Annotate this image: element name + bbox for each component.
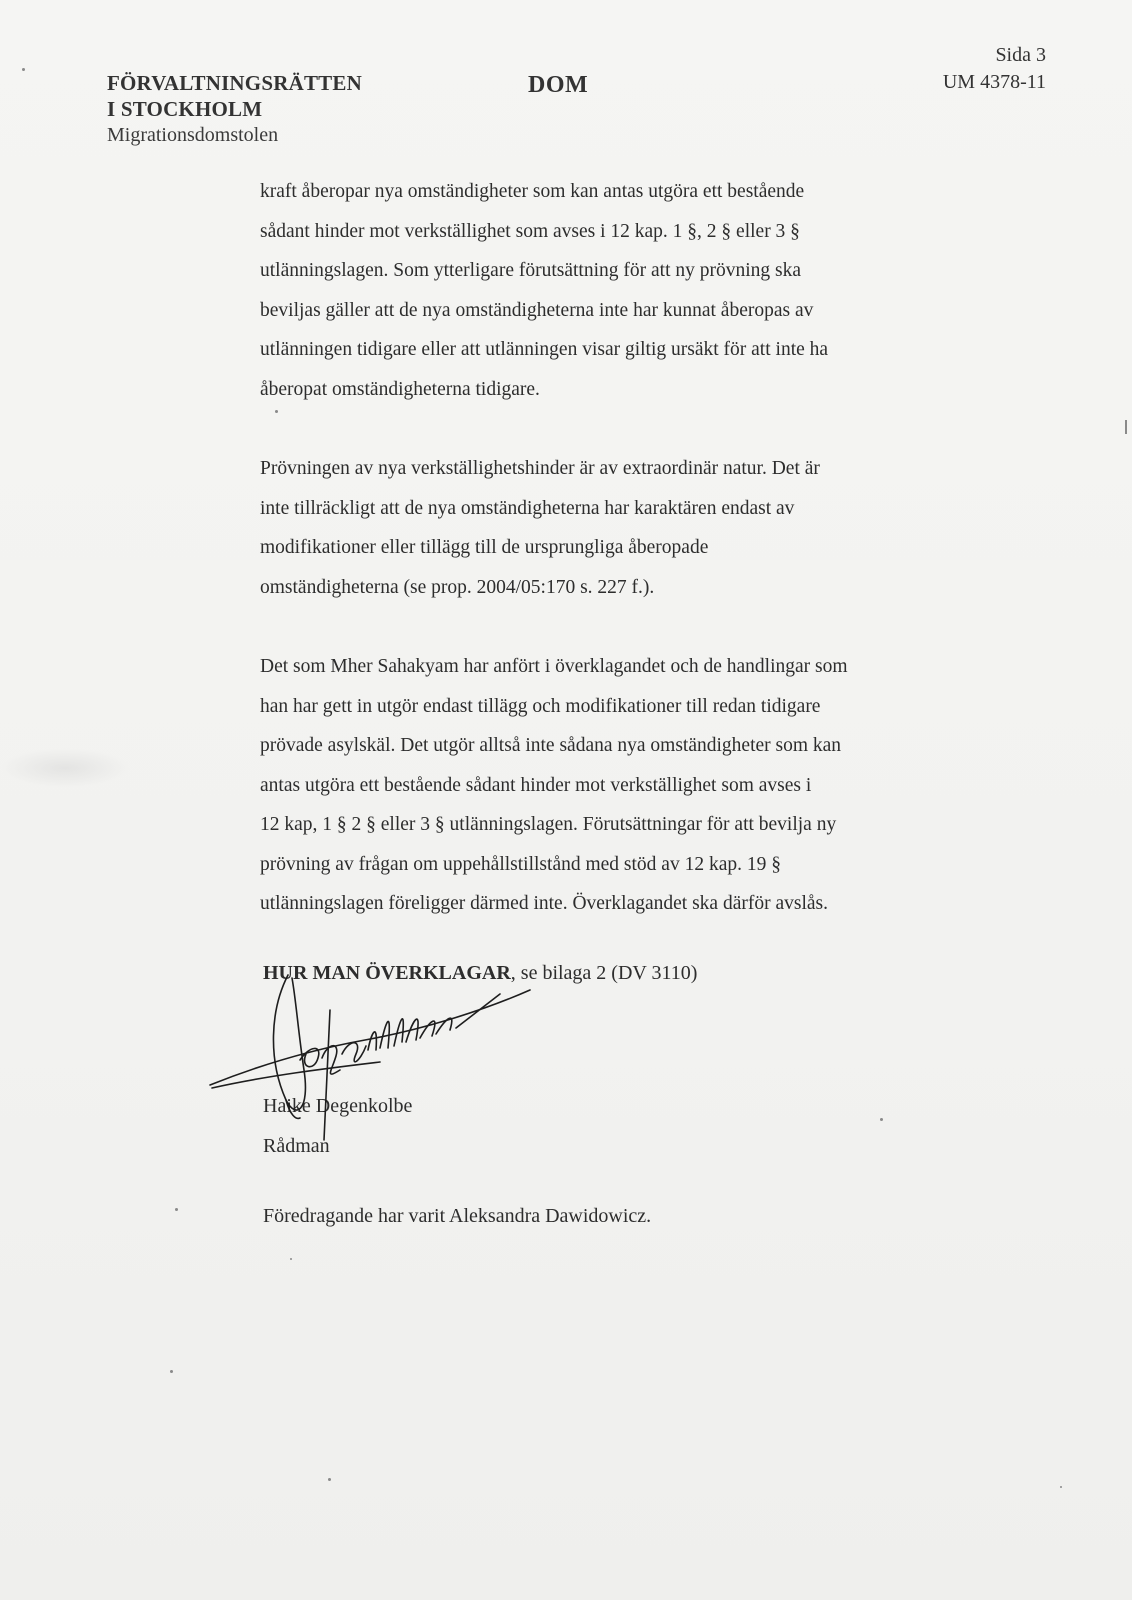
text-line: Prövningen av nya verkställighetshinder är av extraordinär natur. Det är bbox=[260, 458, 820, 479]
text-line: antas utgöra ett bestående sådant hinder mot verkställighet som avses i bbox=[260, 774, 812, 796]
scan-speck bbox=[880, 1118, 883, 1121]
scan-smudge bbox=[0, 748, 130, 788]
document-type: DOM bbox=[528, 72, 589, 98]
scan-speck bbox=[175, 1208, 178, 1211]
document-body bbox=[260, 172, 960, 964]
text-line: beviljas gäller att de nya omständigheterna inte har kunnat åberopas av bbox=[260, 299, 814, 321]
text-line: han har gett in utgör endast tillägg och modifikationer till redan tidigare bbox=[260, 695, 821, 717]
page-number: Sida 3 bbox=[995, 44, 1046, 66]
court-header bbox=[107, 70, 362, 148]
text-line: kraft åberopar nya omständigheter som kan antas utgöra ett bestående bbox=[260, 181, 805, 202]
scan-speck bbox=[290, 1258, 292, 1260]
scan-speck bbox=[275, 410, 278, 413]
scan-speck bbox=[1125, 420, 1127, 434]
appeal-reference: , se bilaga 2 (DV 3110) bbox=[510, 962, 698, 984]
text-line: omständigheterna (se prop. 2004/05:170 s. 227 f.). bbox=[260, 576, 655, 598]
paragraph bbox=[260, 172, 960, 409]
appeal-heading: HUR MAN ÖVERKLAGAR bbox=[263, 962, 511, 984]
court-name-line1: FÖRVALTNINGSRÄTTEN bbox=[107, 71, 362, 95]
text-line: åberopat omständigheterna tidigare. bbox=[260, 378, 540, 400]
text-line: prövning av frågan om uppehållstillstånd med stöd av 12 kap. 19 § bbox=[260, 853, 781, 875]
court-department: Migrationsdomstolen bbox=[107, 124, 279, 146]
presenter-note: Föredragande har varit Aleksandra Dawidowicz. bbox=[263, 1205, 652, 1227]
paragraph bbox=[260, 647, 960, 924]
scan-speck bbox=[1060, 1486, 1062, 1488]
scan-speck bbox=[22, 68, 25, 71]
text-line: 12 kap, 1 § 2 § eller 3 § utlänningslagen. Förutsättningar för att bevilja ny bbox=[260, 814, 837, 835]
text-line: utlänningen tidigare eller att utlänningen visar giltig ursäkt för att inte ha bbox=[260, 339, 829, 360]
page-info bbox=[943, 42, 1046, 96]
text-line: inte tillräckligt att de nya omständigheterna har karaktären endast av bbox=[260, 497, 795, 519]
text-line: utlänningslagen föreligger därmed inte. Överklagandet ska därför avslås. bbox=[260, 893, 829, 914]
scan-speck bbox=[170, 1370, 173, 1373]
scan-speck bbox=[328, 1478, 331, 1481]
court-name-line2: I STOCKHOLM bbox=[107, 97, 263, 121]
case-number: UM 4378-11 bbox=[942, 71, 1046, 93]
handwritten-signature bbox=[200, 950, 560, 1150]
text-line: utlänningslagen. Som ytterligare förutsättning för att ny prövning ska bbox=[260, 260, 802, 281]
signer-title: Rådman bbox=[263, 1135, 330, 1157]
text-line: prövade asylskäl. Det utgör alltså inte sådana nya omständigheter som kan bbox=[260, 735, 842, 756]
paragraph bbox=[260, 449, 960, 607]
text-line: Det som Mher Sahakyam har anfört i överklagandet och de handlingar som bbox=[260, 656, 848, 677]
text-line: sådant hinder mot verkställighet som avses i 12 kap. 1 §, 2 § eller 3 § bbox=[260, 220, 800, 242]
text-line: modifikationer eller tillägg till de ursprungliga åberopade bbox=[260, 537, 709, 558]
signer-name: Haike Degenkolbe bbox=[263, 1095, 413, 1117]
